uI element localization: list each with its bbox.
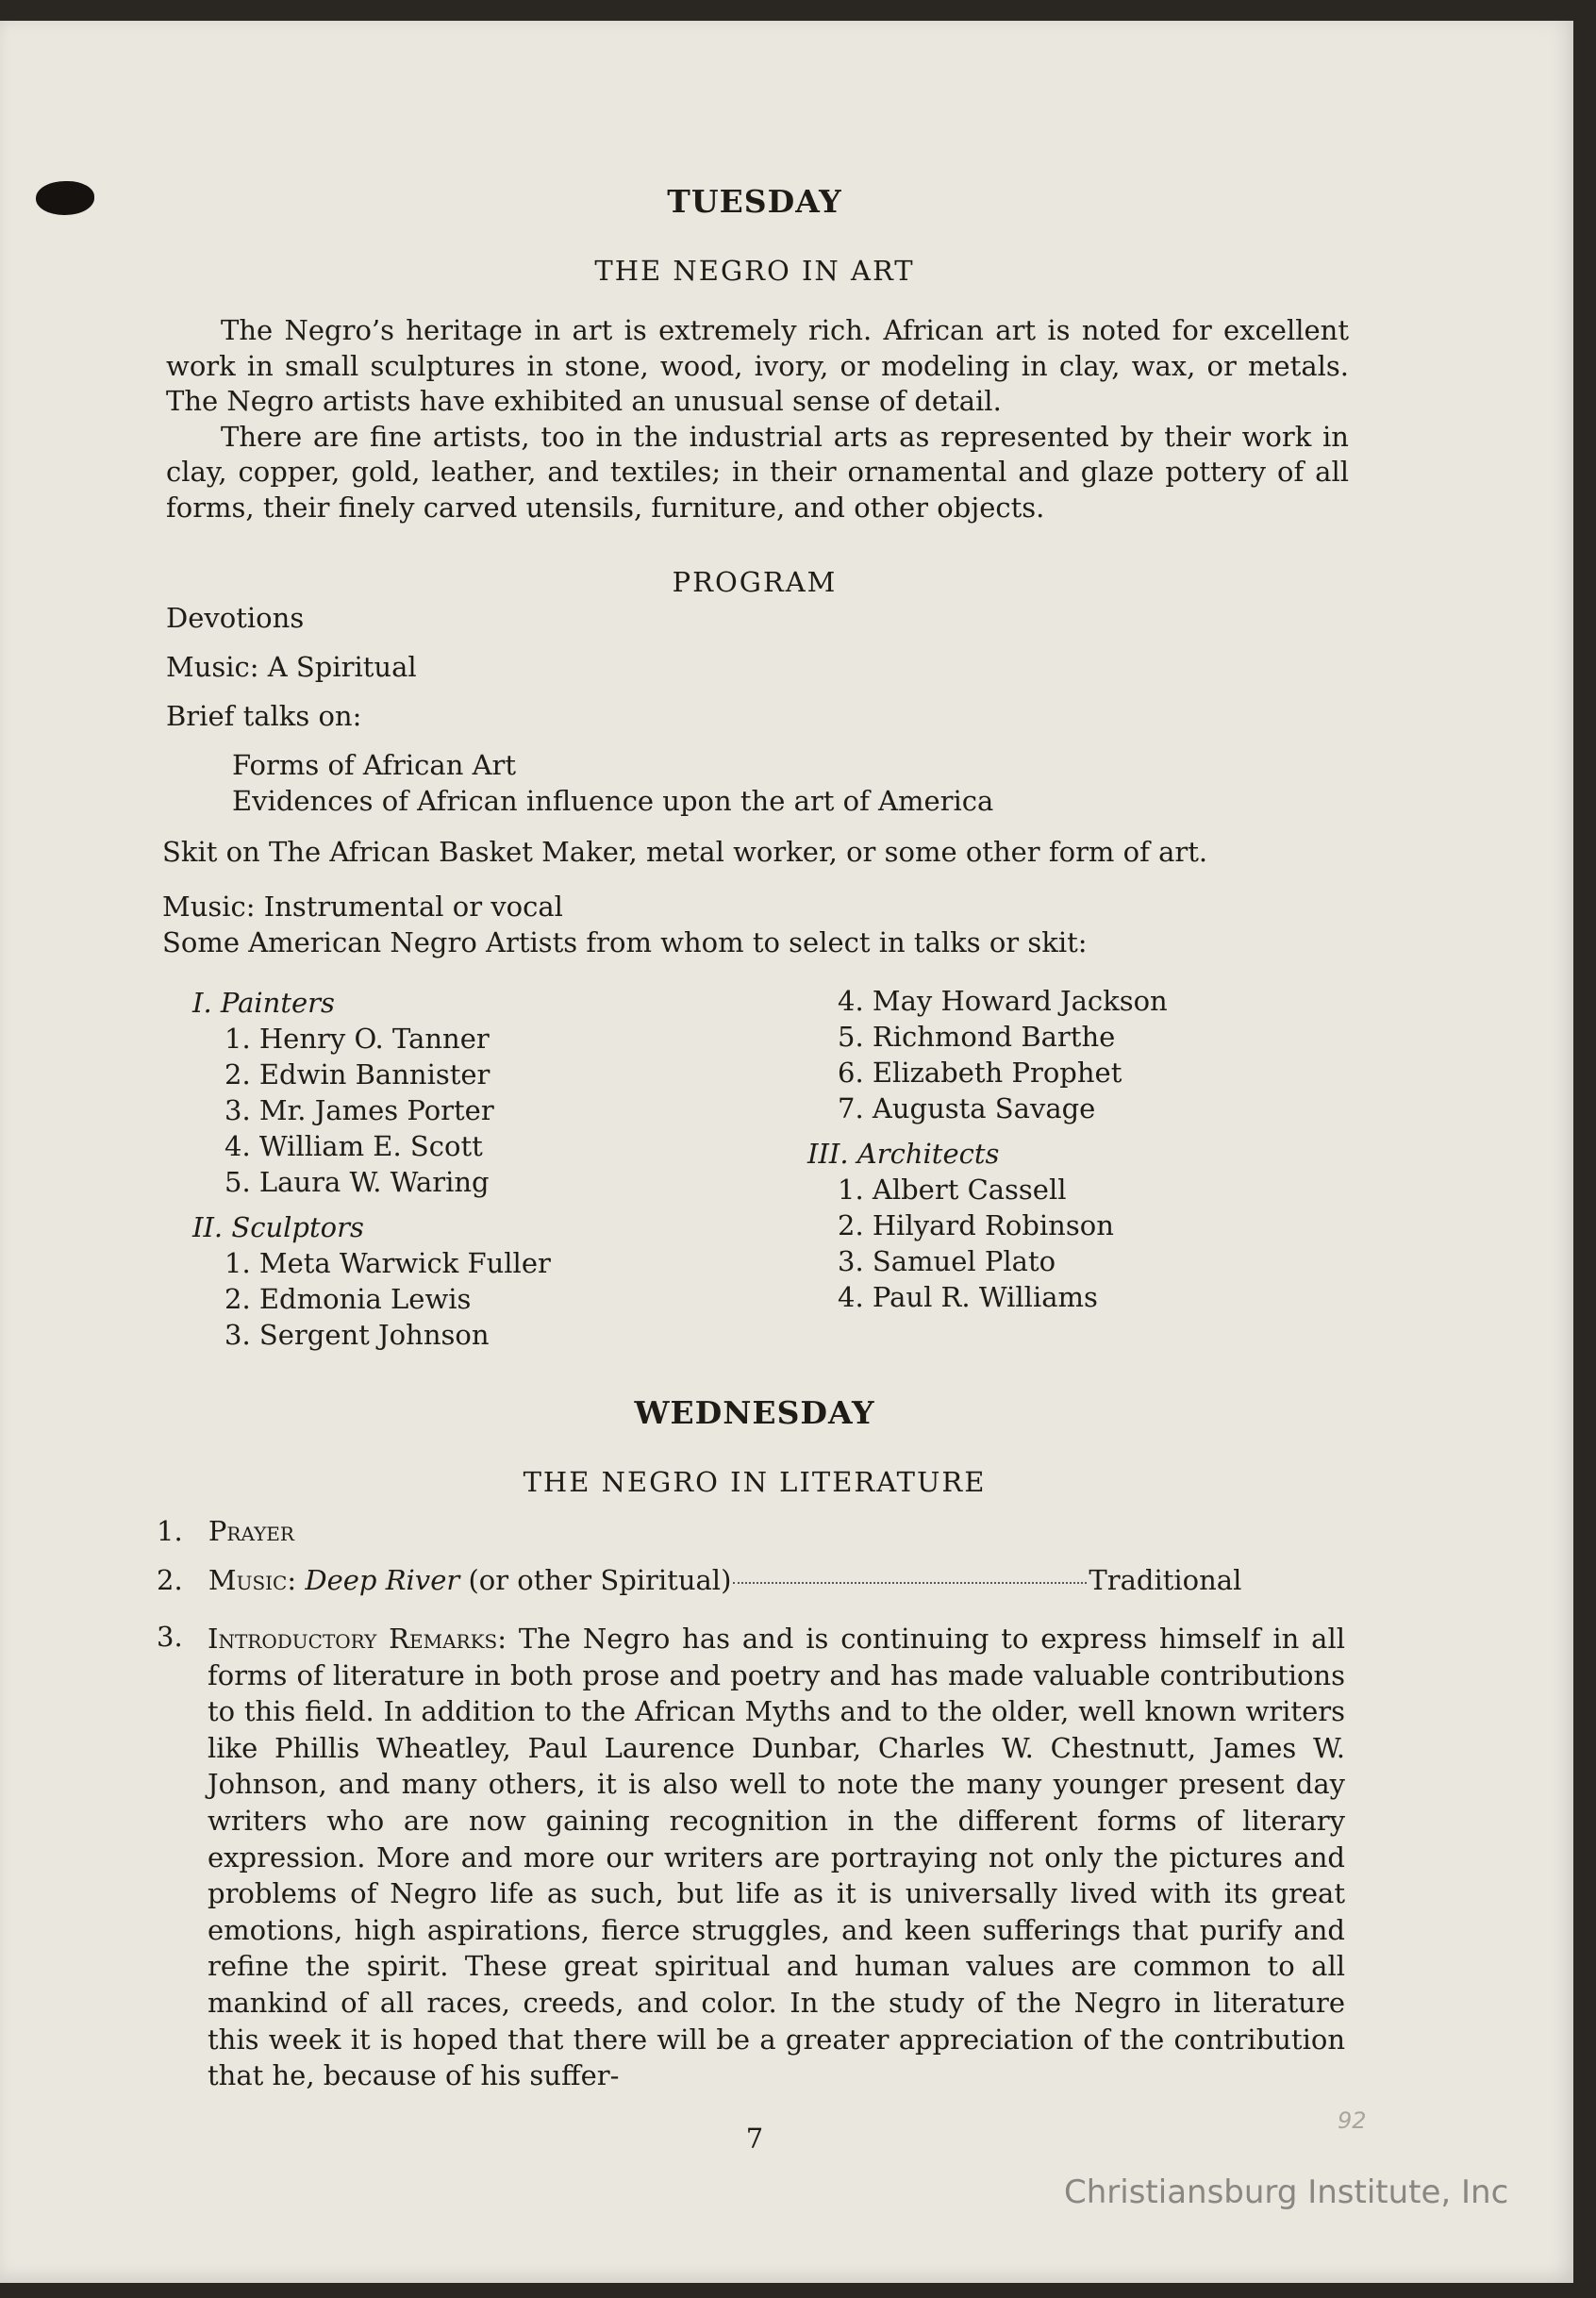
artists-left-column xyxy=(192,985,551,1353)
song-credit: Traditional xyxy=(1089,1564,1242,1596)
list-item: 3. Samuel Plato xyxy=(838,1245,1056,1277)
program-brief-talks: Brief talks on: xyxy=(166,700,362,732)
list-item: 3. Mr. James Porter xyxy=(224,1094,494,1126)
song-title: Deep River xyxy=(305,1564,460,1596)
list-item: 5. Laura W. Waring xyxy=(224,1166,490,1198)
item-number: 1. xyxy=(157,1515,183,1547)
paragraph: The Negro’s heritage in art is extremely rich. African art is noted for excellent work in small sculptures in stone, wood, ivory, or modeling in clay, wax, or metals. The Negro artists have exhibited an unusual sense of detail. xyxy=(166,314,1349,417)
page-number: 7 xyxy=(745,2123,764,2155)
list-item: 1. Meta Warwick Fuller xyxy=(224,1247,551,1279)
tuesday-title: THE NEGRO IN ART xyxy=(594,255,915,287)
item-label: Prayer xyxy=(208,1515,294,1547)
item-label: Music: xyxy=(208,1564,297,1596)
watermark: Christiansburg Institute, Inc xyxy=(1064,2173,1509,2211)
program-music: Music: A Spiritual xyxy=(166,651,417,683)
dot-leader xyxy=(733,1582,1087,1584)
list-item: 4. May Howard Jackson xyxy=(838,985,1168,1017)
document-page xyxy=(0,21,1573,2283)
item-number: 2. xyxy=(157,1564,183,1596)
list-item: 2. Hilyard Robinson xyxy=(838,1209,1114,1241)
list-item: 2. Edwin Bannister xyxy=(224,1058,490,1091)
remarks-text: The Negro has and is continuing to express himself in all forms of literature in both prose and poetry and has made valuable contributions to this field. In addition to the African Myths and to the older, well known writers like Phillis Wheatley, Paul Laurence Dunbar, Charles W. Chestnutt, James W. Johnson, and many others, it is also well to note the many younger present day writers who are now gaining recognition in the different forms of literary expression. More and more our writers are portraying not only the pictures and problems of Negro life as such, but life as it is universally lived with its great emotions, high aspirations, fierce struggles, and keen sufferings that purify and refine the spirit. These great spiritual and human values are common to all mankind of all races, creeds, and color. In the study of the Negro in literature this week it is hoped that there will be a greater appreciation of the contribution that he, because of his suffer- xyxy=(208,1623,1345,2092)
wednesday-item-3 xyxy=(157,1621,1345,2094)
sculptors-heading: II. Sculptors xyxy=(192,1211,364,1243)
artists-right-column xyxy=(807,983,1168,1315)
program-music-2: Music: Instrumental or vocal xyxy=(162,891,563,923)
architects-heading: III. Architects xyxy=(807,1138,1000,1170)
talk-item: Evidences of African influence upon the art of America xyxy=(232,785,994,817)
list-item: 1. Albert Cassell xyxy=(838,1174,1067,1206)
list-item: 4. William E. Scott xyxy=(224,1130,483,1162)
tuesday-heading: TUESDAY xyxy=(667,183,842,220)
list-item: 3. Sergent Johnson xyxy=(224,1319,490,1351)
paragraph: There are fine artists, too in the industrial arts as represented by their work in clay, copper, gold, leather, and textiles; in their ornamental and glaze pottery of all forms, their finely carved utensils, furniture, and other objects. xyxy=(166,420,1349,524)
item-label: Introductory Remarks: xyxy=(208,1623,507,1655)
list-item: 6. Elizabeth Prophet xyxy=(838,1057,1122,1089)
item-number: 3. xyxy=(157,1621,183,1653)
tuesday-intro xyxy=(166,313,1349,525)
wednesday-heading: WEDNESDAY xyxy=(634,1394,875,1431)
pencil-mark: 92 xyxy=(1338,2107,1367,2134)
wednesday-item-2 xyxy=(157,1564,1336,1596)
list-item: 1. Henry O. Tanner xyxy=(224,1023,490,1055)
list-item: 5. Richmond Barthe xyxy=(838,1021,1116,1053)
list-item: 2. Edmonia Lewis xyxy=(224,1283,472,1315)
program-heading: PROGRAM xyxy=(672,566,838,598)
wednesday-title: THE NEGRO IN LITERATURE xyxy=(523,1466,987,1498)
list-item: 4. Paul R. Williams xyxy=(838,1281,1098,1313)
introductory-remarks xyxy=(208,1621,1345,2094)
program-skit: Skit on The African Basket Maker, metal worker, or some other form of art. xyxy=(162,836,1208,868)
talk-item: Forms of African Art xyxy=(232,749,517,781)
song-note: (or other Spiritual) xyxy=(468,1564,732,1596)
program-devotions: Devotions xyxy=(166,602,305,634)
painters-heading: I. Painters xyxy=(192,987,335,1019)
artists-intro: Some American Negro Artists from whom to select in talks or skit: xyxy=(162,926,1088,958)
wednesday-item-1 xyxy=(157,1515,294,1547)
list-item: 7. Augusta Savage xyxy=(838,1092,1096,1124)
